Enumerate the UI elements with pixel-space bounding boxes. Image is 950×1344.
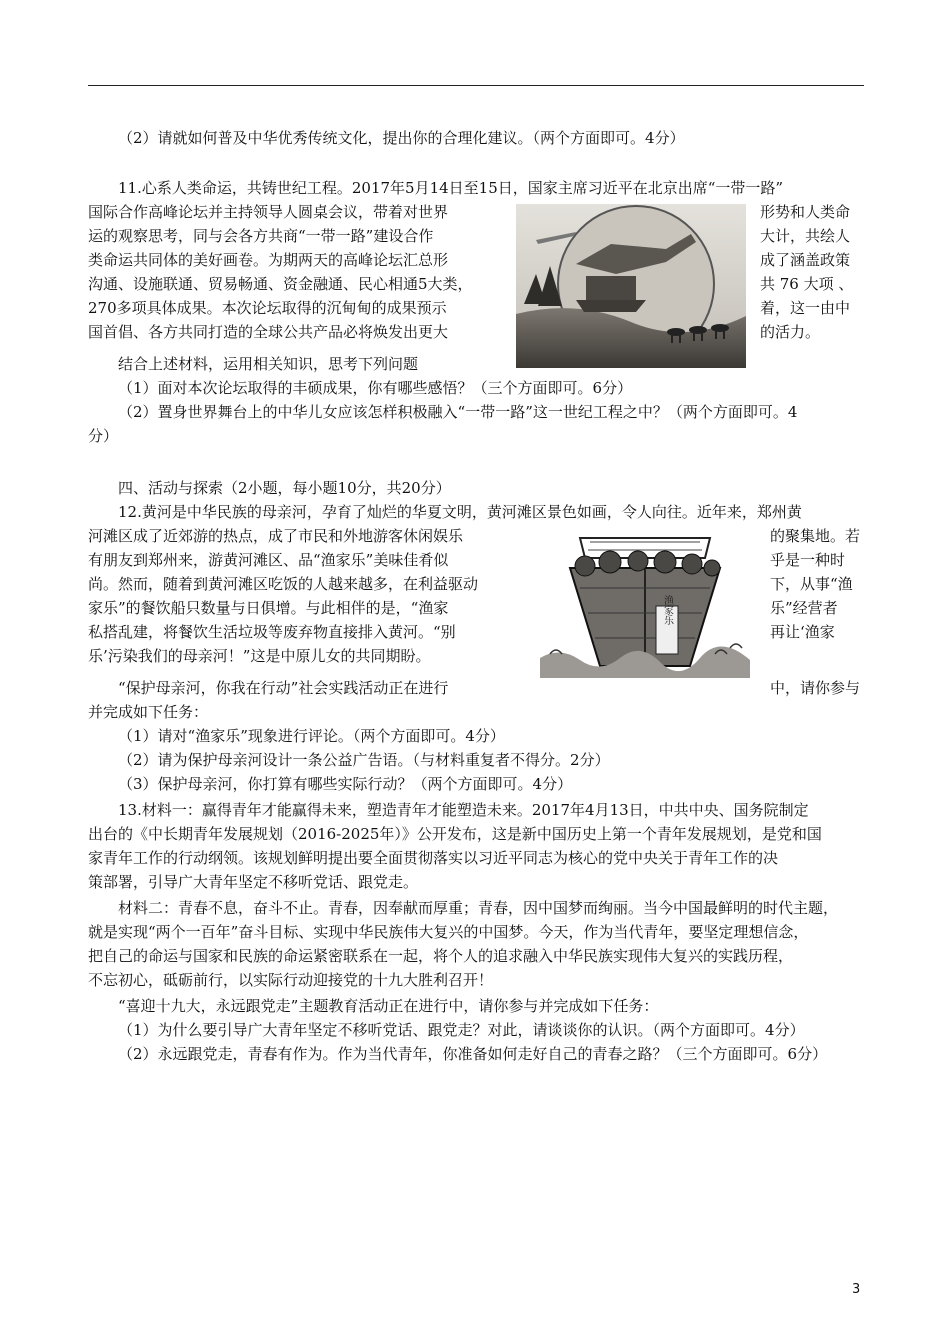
q13-m2-line: 材料二：青春不息，奋斗不止。青春，因奉献而厚重；青春，因中国梦而绚丽。当今中国最鲜明的时代主题， (118, 899, 839, 917)
page-number: 3 (852, 1282, 861, 1297)
fishing-boat-illustration (540, 528, 750, 678)
q11-left-line: 结合上述材料，运用相关知识，思考下列问题 (118, 355, 419, 373)
q13-intro: “喜迎十九大，永远跟党走”主题教育活动正在进行中，请你参与并完成如下任务： (118, 997, 659, 1015)
q13-sub2: （2）永远跟党走，青春有作为。作为当代青年，你准备如何走好自己的青春之路？（三个方面即可。6分） (118, 1045, 828, 1063)
q12-sub1: （1）请对“渔家乐”现象进行评论。（两个方面即可。4分） (118, 727, 505, 745)
q11-line1: 11.心系人类命运，共铸世纪工程。2017年5月14日至15日，国家主席习近平在北京出席“一带一路” (118, 179, 784, 197)
q13-m1-line: 出台的《中长期青年发展规划（2016-2025年）》公开发布，这是新中国历史上第一个青年发展规划，是党和国 (88, 825, 822, 843)
q11-left-line: 国首倡、各方共同打造的全球公共产品必将焕发出更大 (88, 323, 449, 341)
q13-m1-line: 策部署，引导广大青年坚定不移听党话、跟党走。 (88, 873, 419, 891)
boat-sign-text: 渔家乐 (661, 595, 673, 625)
q11-left-line: 类命运共同体的美好画卷。为期两天的高峰论坛汇总形 (88, 251, 449, 269)
q11-right-line: 成了涵盖政策 (760, 251, 851, 269)
q12-right-line: 中，请你参与 (770, 679, 861, 697)
q12-right-line: 的聚集地。若 (770, 527, 861, 545)
q11-right-line: 共 76 大项 、 (760, 275, 854, 293)
q12-sub3: （3）保护母亲河，你打算有哪些实际行动？（两个方面即可。4分） (118, 775, 573, 793)
q11-right-line: 着，这一由中 (760, 299, 851, 317)
q12-right-line: 乎是一种时 (770, 551, 846, 569)
q11-left-line: 国际合作高峰论坛并主持领导人圆桌会议，带着对世界 (88, 203, 449, 221)
q13-m2-line: 不忘初心，砥砺前行，以实际行动迎接党的十九大胜利召开！ (88, 971, 494, 989)
q12-left-line: 有朋友到郑州来，游黄河滩区、品“渔家乐”美味佳肴似 (88, 551, 449, 569)
q12-right-line: 下，从事“渔 (770, 575, 853, 593)
q12-left-line: 尚。然而，随着到黄河滩区吃饭的人越来越多，在利益驱动 (88, 575, 479, 593)
q11-sub2a: （2）置身世界舞台上的中华儿女应该怎样积极融入“一带一路”这一世纪工程之中？（两个方面即可。4 (118, 403, 798, 421)
q12-right-line: 乐”经营者 (770, 599, 838, 617)
q11-sub1: （1）面对本次论坛取得的丰硕成果，你有哪些感悟？（三个方面即可。6分） (118, 379, 633, 397)
q13-m2-line: 把自己的命运与国家和民族的命运紧密联系在一起，将个人的追求融入中华民族实现伟大复兴的实践历程， (88, 947, 794, 965)
q12-left-line: 家乐”的餐饮船只数量与日俱增。与此相伴的是，“渔家 (88, 599, 449, 617)
q13-sub1: （1）为什么要引导广大青年坚定不移听党话、跟党走？对此，请谈谈你的认识。（两个方面即可。4分） (118, 1021, 805, 1039)
q11-left-line: 运的观察思考，同与会各方共商“一带一路”建设合作 (88, 227, 434, 245)
q11-left-line: 沟通、设施联通、贸易畅通、资金融通、民心相通5大类， (88, 275, 473, 293)
header-rule (88, 85, 864, 86)
q12-line1: 12.黄河是中华民族的母亲河，孕育了灿烂的华夏文明，黄河滩区景色如画，令人向往。近年来，郑州黄 (118, 503, 802, 521)
q11-right-line: 的活力。 (760, 323, 821, 341)
q10-sub2: （2）请就如何普及中华优秀传统文化，提出你的合理化建议。（两个方面即可。4分） (118, 129, 685, 147)
q12-left-line: 河滩区成了近郊游的热点，成了市民和外地游客休闲娱乐 (88, 527, 464, 545)
q13-m1-line: 家青年工作的行动纲领。该规划鲜明提出要全面贯彻落实以习近平同志为核心的党中央关于青年工作的决 (88, 849, 779, 867)
q12-left-line: 私搭乱建，将餐饮生活垃圾等废弃物直接排入黄河。“别 (88, 623, 456, 641)
q12-right-line: 再让‘渔家 (770, 623, 835, 641)
section4-title: 四、活动与探索（2小题，每小题10分，共20分） (118, 479, 451, 497)
q12-sub2: （2）请为保护母亲河设计一条公益广告语。（与材料重复者不得分。2分） (118, 751, 610, 769)
q12-left-line: “保护母亲河，你我在行动”社会实践活动正在进行 (118, 679, 449, 697)
q11-right-line: 大计，共绘人 (760, 227, 851, 245)
q13-m1-line: 13.材料一：赢得青年才能赢得未来，塑造青年才能塑造未来。2017年4月13日，中共中央、国务院制定 (118, 801, 809, 819)
q12-left-line: 乐’污染我们的母亲河！”这是中原儿女的共同期盼。 (88, 647, 431, 665)
q11-right-line: 形势和人类命 (760, 203, 851, 221)
q11-sub2b: 分） (88, 427, 119, 445)
belt-road-illustration (516, 204, 746, 368)
q12-line-after: 并完成如下任务： (88, 703, 209, 721)
q13-m2-line: 就是实现“两个一百年”奋斗目标、实现中华民族伟大复兴的中国梦。今天，作为当代青年，要坚定理想信念， (88, 923, 809, 941)
q11-left-line: 270多项具体成果。本次论坛取得的沉甸甸的成果预示 (88, 299, 447, 317)
